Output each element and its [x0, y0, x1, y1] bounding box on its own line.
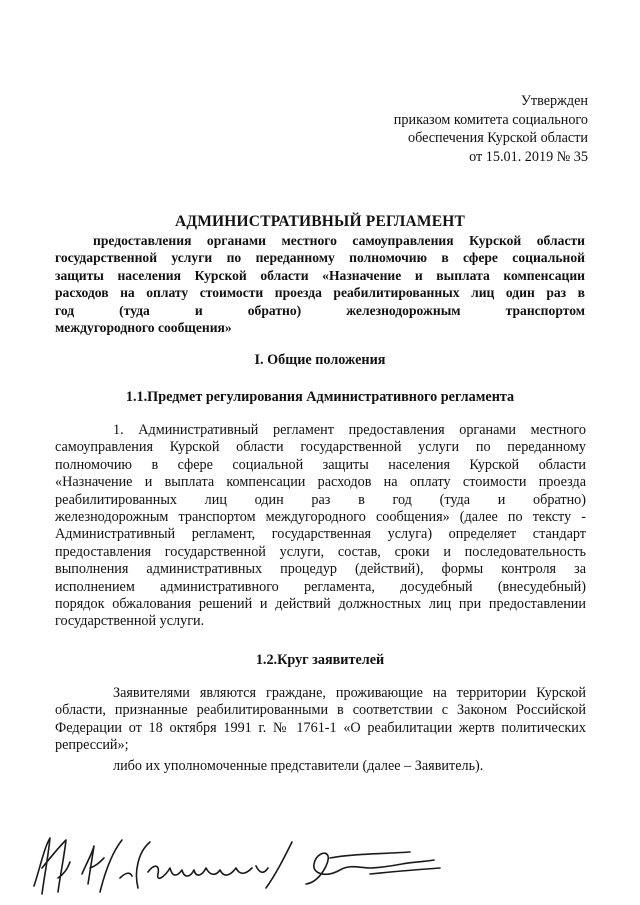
paragraph-line: либо их уполномоченные представители (далее – Заявитель).: [113, 758, 484, 774]
paragraph-line: полномочию в сфере социальной защиты населения Курской области: [55, 456, 586, 473]
paragraph-line: области, признанные реабилитированными в соответствии с Законом Российской: [55, 702, 586, 719]
paragraph-line: Административный регламент, государственная услуга) определяет стандарт: [55, 526, 586, 543]
subtitle-line: междугородного сообщения»: [55, 320, 232, 336]
approval-block: [394, 92, 588, 166]
paragraph-representatives: [55, 758, 586, 775]
paragraph-line: Федерации от 18 октября 1991 г. № 1761-1 «О реабилитации жертв политических: [55, 719, 586, 736]
paragraph-subject: [55, 422, 586, 631]
section-heading: I. Общие положения: [254, 352, 386, 368]
document-title: АДМИНИСТРАТИВНЫЙ РЕГЛАМЕНТ: [174, 213, 466, 230]
paragraph-line: самоуправления Курской области государственной услуги по переданному: [55, 439, 586, 456]
paragraph-line: железнодорожным транспортом междугородного сообщения» (далее по тексту -: [55, 509, 586, 526]
handwritten-signature: [30, 828, 450, 900]
paragraph-line: реабилитированных лиц один раз в год (туда и обратно): [55, 491, 586, 508]
paragraph-applicants: [55, 685, 586, 755]
subsection-heading: 1.2.Круг заявителей: [255, 652, 385, 668]
subtitle-line: государственной услуги по переданному полномочию в сфере социальной: [55, 250, 585, 266]
paragraph-line: «Назначение и выплата компенсации расходов на оплату стоимости проезда: [55, 474, 586, 491]
approval-line: обеспечения Курской области: [407, 130, 588, 146]
approval-line: Утвержден: [520, 93, 588, 109]
paragraph-line: выполнения административных процедур (действий), формы контроля за: [55, 561, 586, 578]
approval-date: от 15.01. 2019 № 35: [469, 148, 588, 165]
paragraph-line: исполнением административного регламента, досудебный (внесудебный): [55, 578, 586, 595]
paragraph-line: 1. Административный регламент предоставления органами местного: [113, 422, 586, 438]
subtitle-line: расходов на оплату стоимости проезда реабилитированных лиц один раз в: [55, 285, 585, 301]
paragraph-line: репрессий»;: [55, 737, 129, 754]
subsection-heading: 1.1.Предмет регулирования Административного регламента: [125, 389, 515, 405]
paragraph-line: государственной услуги.: [55, 613, 205, 630]
paragraph-line: Заявителями являются граждане, проживающие на территории Курской: [113, 685, 586, 701]
paragraph-line: предоставления государственной услуги, состав, сроки и последовательность: [55, 543, 586, 560]
approval-line: приказом комитета социального: [393, 111, 588, 128]
subtitle-line: год (туда и обратно) железнодорожным транспортом: [55, 302, 585, 318]
subtitle-line: предоставления органами местного самоуправления Курской области: [93, 233, 585, 248]
subtitle-line: защиты населения Курской области «Назначение и выплата компенсации: [55, 267, 585, 283]
document-subtitle: [55, 232, 585, 336]
paragraph-line: порядок обжалования решений и действий должностных лиц при предоставлении: [55, 596, 586, 613]
